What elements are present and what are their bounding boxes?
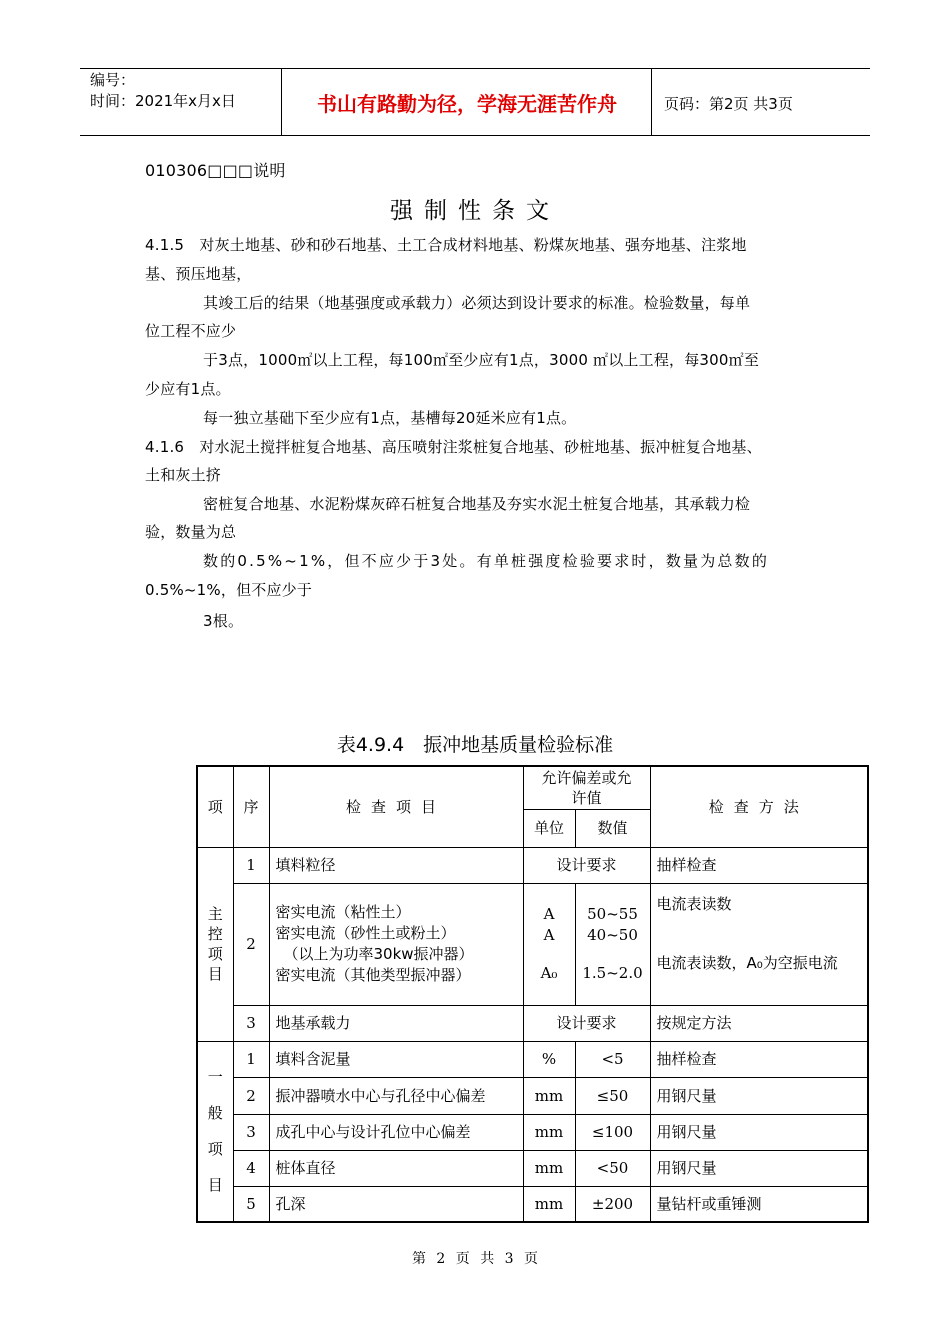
row-item: 孔深 bbox=[269, 1186, 523, 1222]
header-seq: 序 bbox=[233, 766, 269, 847]
paragraph-line: 数的0.5%~1%，但不应少于3处。有单桩强度检验要求时，数量为总数的 bbox=[203, 552, 770, 570]
header-divider-left bbox=[281, 68, 282, 135]
row-item-line: 密实电流（砂性土或粉土） bbox=[275, 924, 456, 942]
header-unit: 单位 bbox=[523, 809, 575, 847]
table-row bbox=[197, 1041, 868, 1077]
paragraph-line: 4.1.6 对水泥土搅拌桩复合地基、高压喷射注浆桩复合地基、砂桩地基、振冲桩复合地基、 bbox=[145, 438, 762, 456]
row-value: <5 bbox=[575, 1041, 650, 1077]
row-values bbox=[575, 883, 650, 1005]
header-meta bbox=[90, 70, 236, 112]
group-general-label: 一般项目 bbox=[197, 1041, 233, 1222]
row-unit: mm bbox=[523, 1150, 575, 1186]
row-seq: 3 bbox=[233, 1005, 269, 1041]
paragraph-line: 验，数量为总 bbox=[145, 523, 237, 541]
row-spec: 设计要求 bbox=[523, 1005, 650, 1041]
header-divider-right bbox=[651, 68, 652, 135]
header-method: 检查方法 bbox=[650, 766, 868, 847]
paragraph-line: 其竣工后的结果（地基强度或承载力）必须达到设计要求的标准。检验数量，每单 bbox=[203, 294, 751, 312]
row-unit: A bbox=[543, 905, 555, 923]
row-unit: A bbox=[543, 926, 555, 944]
row-unit: A₀ bbox=[540, 964, 558, 982]
row-item-current bbox=[269, 883, 523, 1005]
header-page-info: 页码：第2页 共3页 bbox=[664, 95, 793, 113]
row-seq: 2 bbox=[233, 1077, 269, 1114]
row-unit: mm bbox=[523, 1077, 575, 1114]
paragraph-line: 3根。 bbox=[203, 612, 244, 630]
header-item: 项 bbox=[197, 766, 233, 847]
header-top-rule bbox=[80, 68, 870, 69]
row-value: ±200 bbox=[575, 1186, 650, 1222]
row-seq: 4 bbox=[233, 1150, 269, 1186]
paragraph-line: 位工程不应少 bbox=[145, 322, 237, 340]
table-row bbox=[197, 1077, 868, 1114]
header-bottom-rule bbox=[80, 135, 870, 136]
row-method: 用钢尺量 bbox=[650, 1150, 868, 1186]
table-row bbox=[197, 1150, 868, 1186]
row-value: ≤100 bbox=[575, 1114, 650, 1150]
row-value: 1.5~2.0 bbox=[582, 964, 643, 982]
row-item: 填料粒径 bbox=[269, 847, 523, 883]
row-unit: mm bbox=[523, 1186, 575, 1222]
row-method-current bbox=[650, 883, 868, 1005]
paragraph-line: 基、预压地基， bbox=[145, 265, 252, 283]
row-seq: 2 bbox=[233, 883, 269, 1005]
row-item: 地基承载力 bbox=[269, 1005, 523, 1041]
table-title: 表4.9.4 振冲地基质量检验标准 bbox=[336, 734, 614, 756]
row-item-line: 密实电流（粘性土） bbox=[275, 903, 411, 921]
row-value: <50 bbox=[575, 1150, 650, 1186]
table-row bbox=[197, 847, 868, 883]
table-row bbox=[197, 1005, 868, 1041]
paragraph-line: 0.5%~1%，但不应少于 bbox=[145, 581, 313, 599]
inspection-standard-table bbox=[196, 765, 869, 1223]
doc-code-line: 010306□□□说明 bbox=[145, 161, 286, 180]
paragraph-line: 于3点，1000㎡以上工程，每100㎡至少应有1点，3000 ㎡以上工程，每300㎡至 bbox=[203, 351, 760, 369]
paragraph-line: 少应有1点。 bbox=[145, 380, 231, 398]
row-item-line: （以上为功率30kw振冲器） bbox=[283, 945, 474, 963]
doc-title: 强制性条文 bbox=[390, 198, 560, 224]
row-spec: 设计要求 bbox=[523, 847, 650, 883]
table-row bbox=[197, 883, 868, 1005]
table-header-row bbox=[197, 766, 868, 809]
row-method-1: 电流表读数 bbox=[656, 894, 732, 913]
header-check-item: 检查项目 bbox=[269, 766, 523, 847]
header-date-label: 时间：2021年x月x日 bbox=[90, 92, 236, 110]
row-method: 按规定方法 bbox=[650, 1005, 868, 1041]
header-number-label: 编号： bbox=[90, 71, 136, 89]
paragraph-line: 土和灰土挤 bbox=[145, 466, 222, 484]
row-value: 40~50 bbox=[587, 926, 638, 944]
table-row bbox=[197, 1186, 868, 1222]
row-seq: 1 bbox=[233, 847, 269, 883]
row-method: 用钢尺量 bbox=[650, 1114, 868, 1150]
row-method: 用钢尺量 bbox=[650, 1077, 868, 1114]
header-allowance: 允许偏差或允许值 bbox=[523, 766, 650, 809]
row-value: ≤50 bbox=[575, 1077, 650, 1114]
row-method: 抽样检查 bbox=[650, 847, 868, 883]
row-item: 填料含泥量 bbox=[269, 1041, 523, 1077]
row-method: 量钻杆或重锤测 bbox=[650, 1186, 868, 1222]
paragraph-line: 密桩复合地基、水泥粉煤灰碎石桩复合地基及夯实水泥土桩复合地基，其承载力检 bbox=[203, 495, 751, 513]
row-item-line: 密实电流（其他类型振冲器） bbox=[275, 966, 471, 984]
row-item: 振冲器喷水中心与孔径中心偏差 bbox=[269, 1077, 523, 1114]
row-units bbox=[523, 883, 575, 1005]
paragraph-line: 每一独立基础下至少应有1点，基槽每20延米应有1点。 bbox=[203, 409, 577, 427]
row-unit: % bbox=[523, 1041, 575, 1077]
row-seq: 3 bbox=[233, 1114, 269, 1150]
row-seq: 5 bbox=[233, 1186, 269, 1222]
paragraph-line: 4.1.5 对灰土地基、砂和砂石地基、土工合成材料地基、粉煤灰地基、强夯地基、注浆地 bbox=[145, 236, 747, 254]
group-main-label: 主控项目 bbox=[197, 847, 233, 1041]
row-seq: 1 bbox=[233, 1041, 269, 1077]
row-unit: mm bbox=[523, 1114, 575, 1150]
row-method-2: 电流表读数，A₀为空振电流 bbox=[656, 953, 838, 972]
header-value: 数值 bbox=[575, 809, 650, 847]
row-item: 成孔中心与设计孔位中心偏差 bbox=[269, 1114, 523, 1150]
header-motto: 书山有路勤为径，学海无涯苦作舟 bbox=[317, 92, 617, 116]
page-footer: 第 2 页 共 3 页 bbox=[411, 1251, 539, 1267]
row-item: 桩体直径 bbox=[269, 1150, 523, 1186]
row-value: 50~55 bbox=[587, 905, 638, 923]
row-method: 抽样检查 bbox=[650, 1041, 868, 1077]
table-row bbox=[197, 1114, 868, 1150]
